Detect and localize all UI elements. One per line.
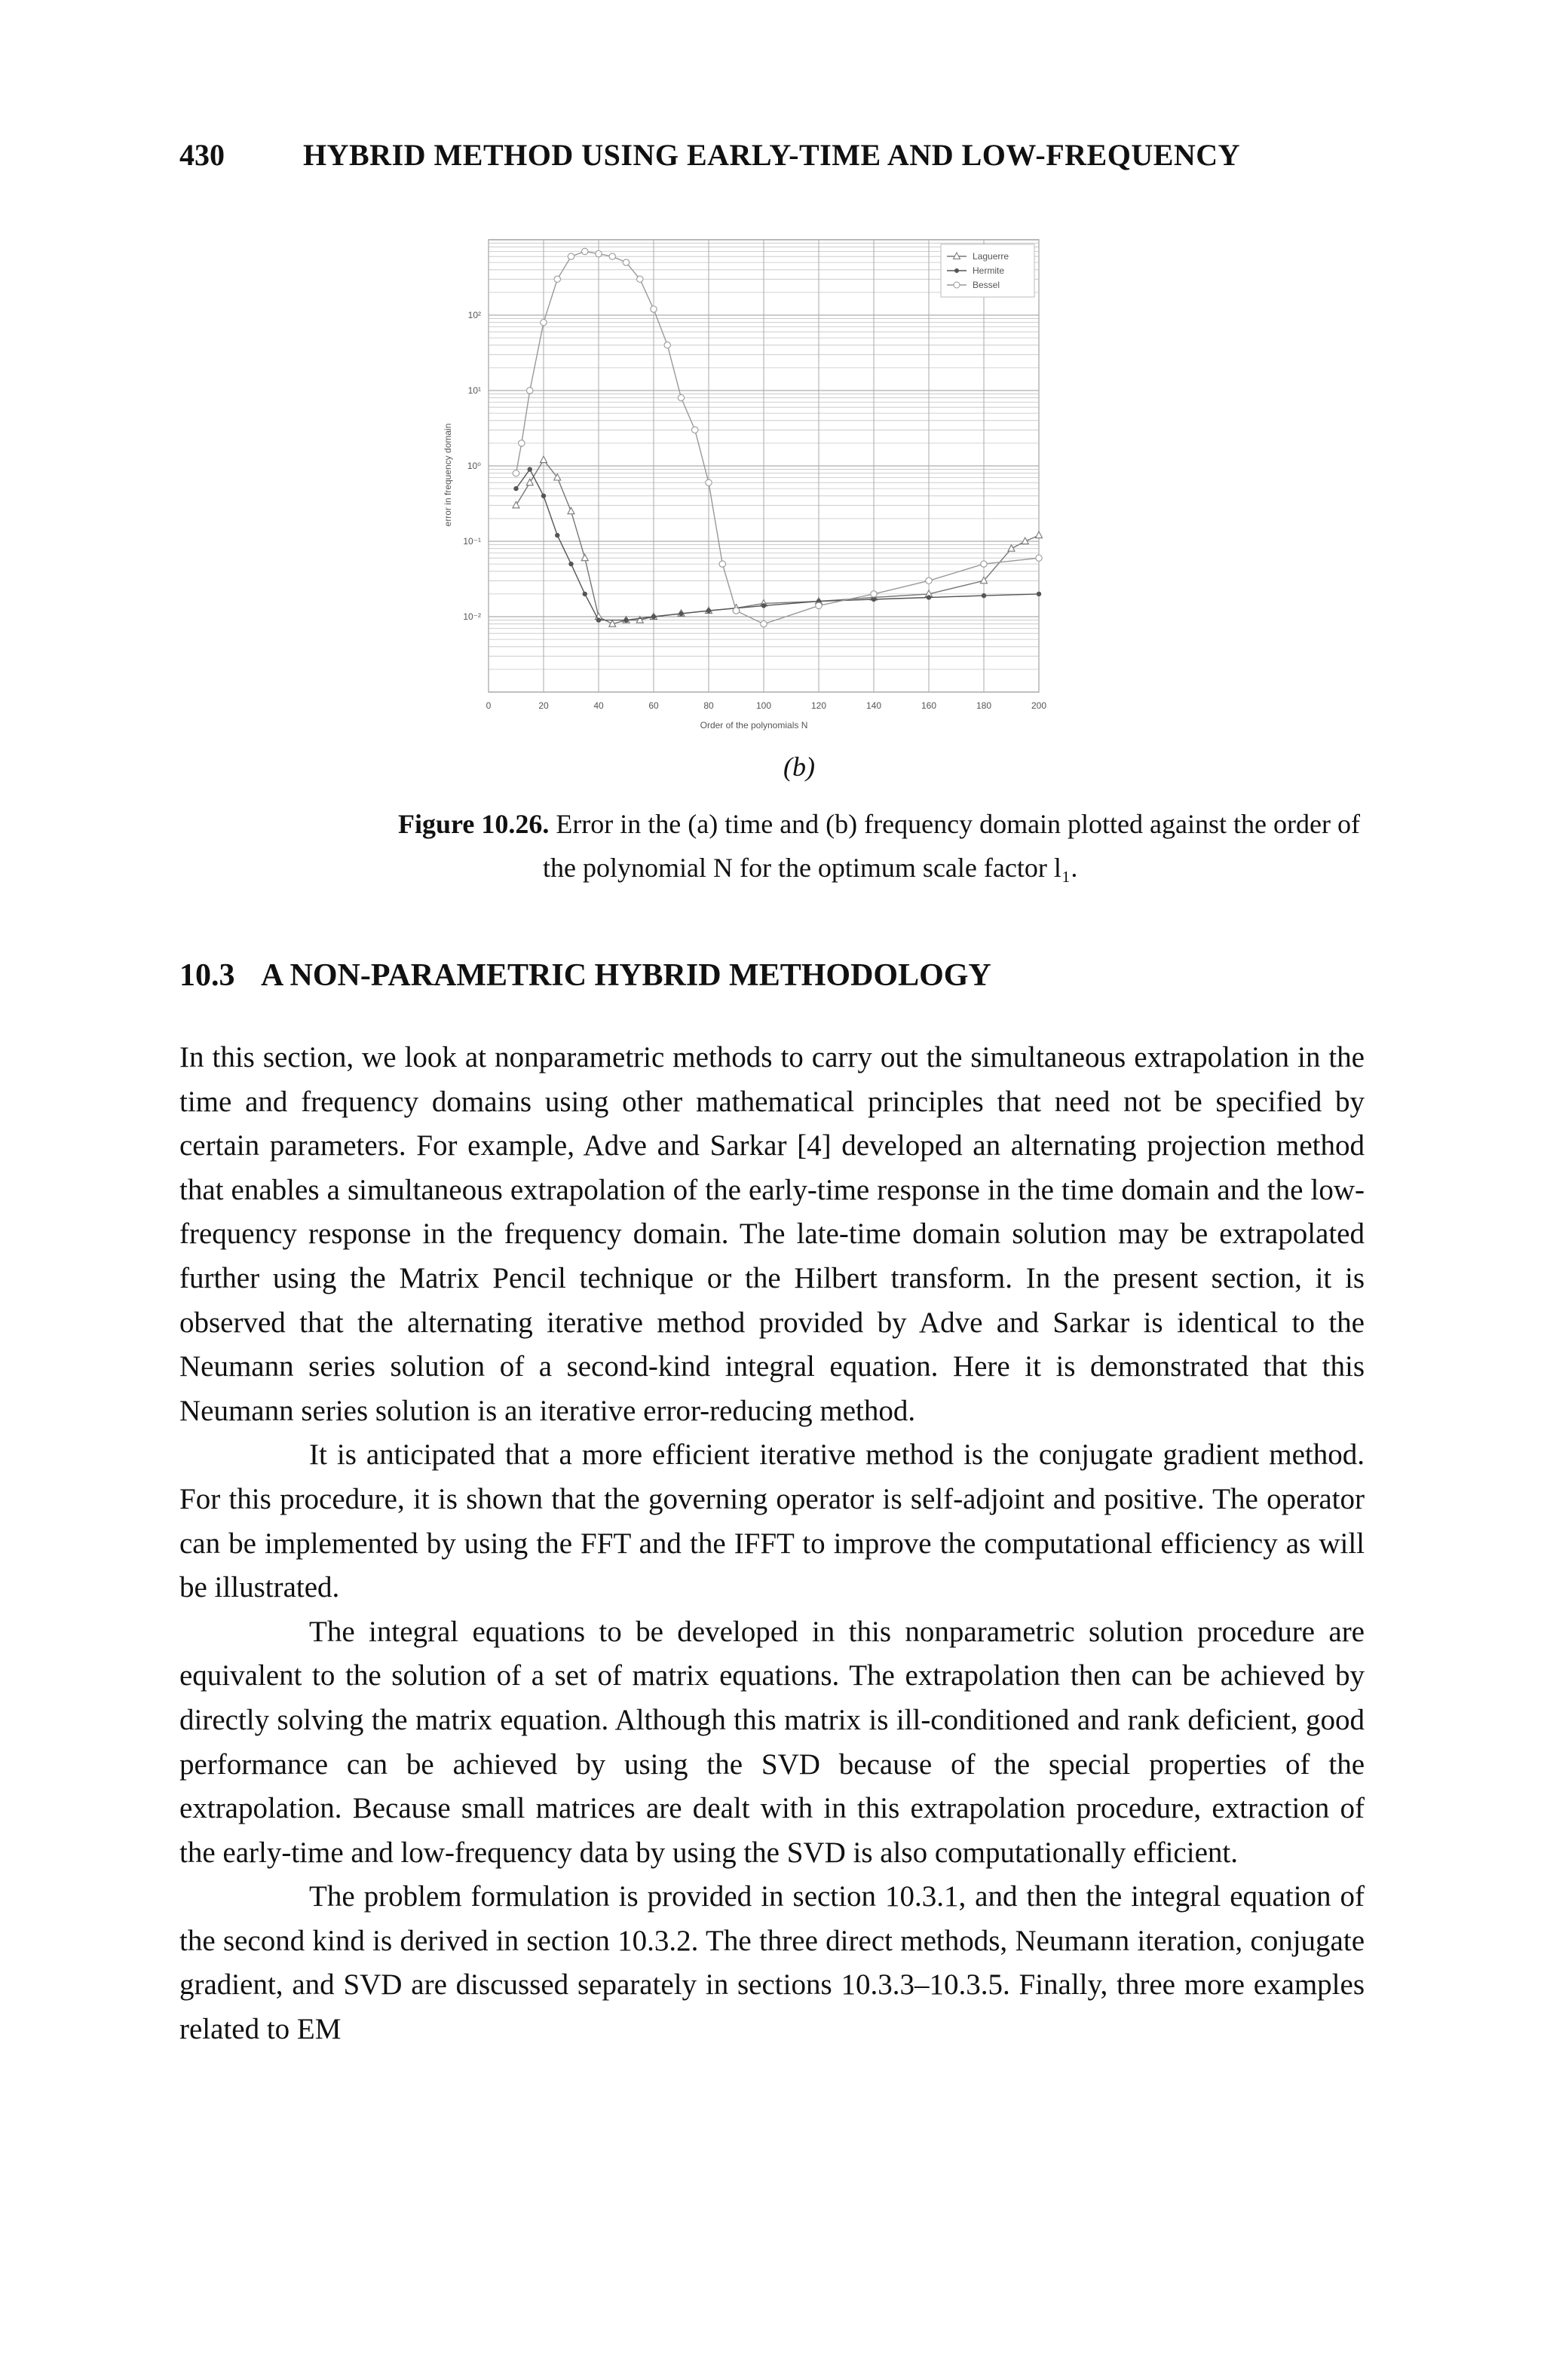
x-tick-label: 140	[865, 700, 882, 711]
paragraph: The problem formulation is provided in section 10.3.1, and then the integral equation of the second kind is derived in section 10.3.2. The three direct methods, Neumann iteration, conjugate gradient, and SVD are discussed separately in sections 10.3.3–10.3.5. Finally, three more examples related to EM	[179, 1880, 1365, 2046]
data-point	[761, 603, 766, 608]
data-point	[872, 597, 876, 602]
legend-label: Laguerre	[973, 251, 1009, 262]
data-point	[926, 577, 932, 584]
x-tick-label: 0	[486, 700, 492, 711]
data-point	[623, 617, 628, 622]
data-point	[596, 251, 602, 257]
data-point	[816, 602, 822, 608]
data-point	[719, 561, 725, 567]
x-tick-label: 200	[1031, 700, 1047, 711]
data-point	[568, 507, 574, 514]
data-point	[583, 592, 587, 596]
data-point	[596, 617, 601, 622]
data-point	[528, 467, 532, 471]
data-point	[1036, 555, 1042, 561]
figure-subcaption: (b)	[783, 752, 815, 782]
data-point	[1008, 545, 1015, 552]
series-line-laguerre	[516, 460, 1040, 624]
paragraph: In this section, we look at nonparametric methods to carry out the simultaneous extrapolation in the time and frequency domains using other mathematical principles that need not be specified by certain parameters. For example, Adve and Sarkar [4] developed an alternating projection method that enables a simultaneous extrapolation of the early-time response in the time domain and the low-frequency response in the frequency domain. The late-time domain solution may be extrapolated further using the Matrix Pencil technique or the Hilbert transform. In the present section, it is observed that the alternating iterative method provided by Adve and Sarkar is identical to the Neumann series solution of a second-kind integral equation. Here it is demonstrated that this Neumann series solution is an iterative error-reducing method.	[179, 1041, 1365, 1427]
data-point	[519, 440, 525, 446]
data-point	[651, 306, 657, 312]
data-point	[541, 319, 547, 325]
data-point	[706, 479, 712, 485]
data-point	[541, 456, 547, 463]
data-point	[554, 276, 560, 282]
data-point	[651, 614, 656, 619]
data-point	[623, 259, 629, 265]
running-title: HYBRID METHOD USING EARLY-TIME AND LOW-FREQUENCY	[303, 138, 1241, 172]
data-point	[513, 501, 519, 508]
error-frequency-chart	[422, 226, 1101, 746]
chart-ticks	[463, 310, 1046, 711]
data-point	[871, 591, 877, 597]
data-point	[927, 595, 931, 599]
data-point	[581, 554, 588, 561]
data-point	[664, 342, 670, 348]
data-point	[733, 608, 739, 614]
y-tick-label: 10⁻²	[463, 611, 481, 622]
y-tick-label: 10¹	[467, 385, 481, 396]
data-point	[679, 611, 683, 616]
data-point	[513, 486, 518, 491]
y-tick-label: 10⁰	[467, 461, 481, 471]
data-point	[541, 494, 546, 498]
x-tick-label: 80	[703, 700, 714, 711]
y-tick-label: 10²	[467, 310, 481, 320]
section-number: 10.3	[179, 958, 235, 993]
legend-label: Bessel	[973, 280, 1000, 290]
x-tick-label: 180	[976, 700, 992, 711]
data-point	[609, 253, 615, 259]
data-point	[526, 479, 533, 485]
data-point	[637, 276, 643, 282]
section-title: A NON-PARAMETRIC HYBRID METHODOLOGY	[261, 958, 991, 993]
caption-line-1: Error in the (a) time and (b) frequency domain plotted against the order of	[556, 809, 1360, 839]
legend-label: Hermite	[973, 265, 1005, 276]
data-point	[527, 387, 533, 394]
data-point	[568, 562, 573, 566]
x-tick-label: 160	[921, 700, 937, 711]
data-point	[555, 533, 559, 538]
body-text	[179, 1036, 1365, 2052]
data-point	[582, 248, 588, 254]
data-point	[678, 394, 684, 400]
x-axis-label: Order of the polynomials N	[700, 720, 808, 731]
data-point	[568, 253, 574, 259]
data-point	[981, 561, 987, 567]
caption-line-2: the polynomial N for the optimum scale factor l₁.	[543, 853, 1078, 883]
data-point	[982, 593, 986, 598]
data-point	[761, 620, 767, 626]
chart-series	[513, 248, 1043, 627]
data-point	[1036, 531, 1043, 538]
section-heading	[179, 957, 991, 994]
figure-caption	[398, 802, 1371, 890]
x-tick-label: 100	[755, 700, 772, 711]
data-point	[692, 427, 698, 433]
x-tick-label: 20	[538, 700, 549, 711]
caption-label: Figure 10.26.	[398, 809, 550, 839]
data-point	[706, 608, 711, 613]
paragraph: It is anticipated that a more efficient iterative method is the conjugate gradient method. For this procedure, it is shown that the governing operator is self-adjoint and positive. The operator can be implemented by using the FFT and the IFFT to improve the computational efficiency as will be illustrated.	[179, 1438, 1365, 1604]
page-number: 430	[179, 138, 225, 172]
chart-legend	[941, 244, 1034, 297]
x-tick-label: 120	[810, 700, 827, 711]
x-tick-label: 60	[648, 700, 659, 711]
y-tick-label: 10⁻¹	[463, 536, 481, 547]
x-tick-label: 40	[593, 700, 604, 711]
legend-marker	[954, 282, 960, 288]
running-header	[179, 137, 1363, 182]
paragraph: The integral equations to be developed in this nonparametric solution procedure are equivalent to the solution of a set of matrix equations. The extrapolation then can be achieved by directly solving the matrix equation. Although this matrix is ill-conditioned and rank deficient, good performance can be achieved by using the SVD because of the special properties of the extrapolation. Because small matrices are dealt with in this extrapolation procedure, extraction of the early-time and low-frequency data by using the SVD is also computationally efficient.	[179, 1615, 1365, 1869]
y-axis-label: error in frequency domain	[443, 423, 453, 527]
legend-marker	[954, 268, 959, 273]
data-point	[1037, 592, 1041, 596]
series-line-bessel	[516, 252, 1040, 624]
data-point	[513, 470, 519, 476]
